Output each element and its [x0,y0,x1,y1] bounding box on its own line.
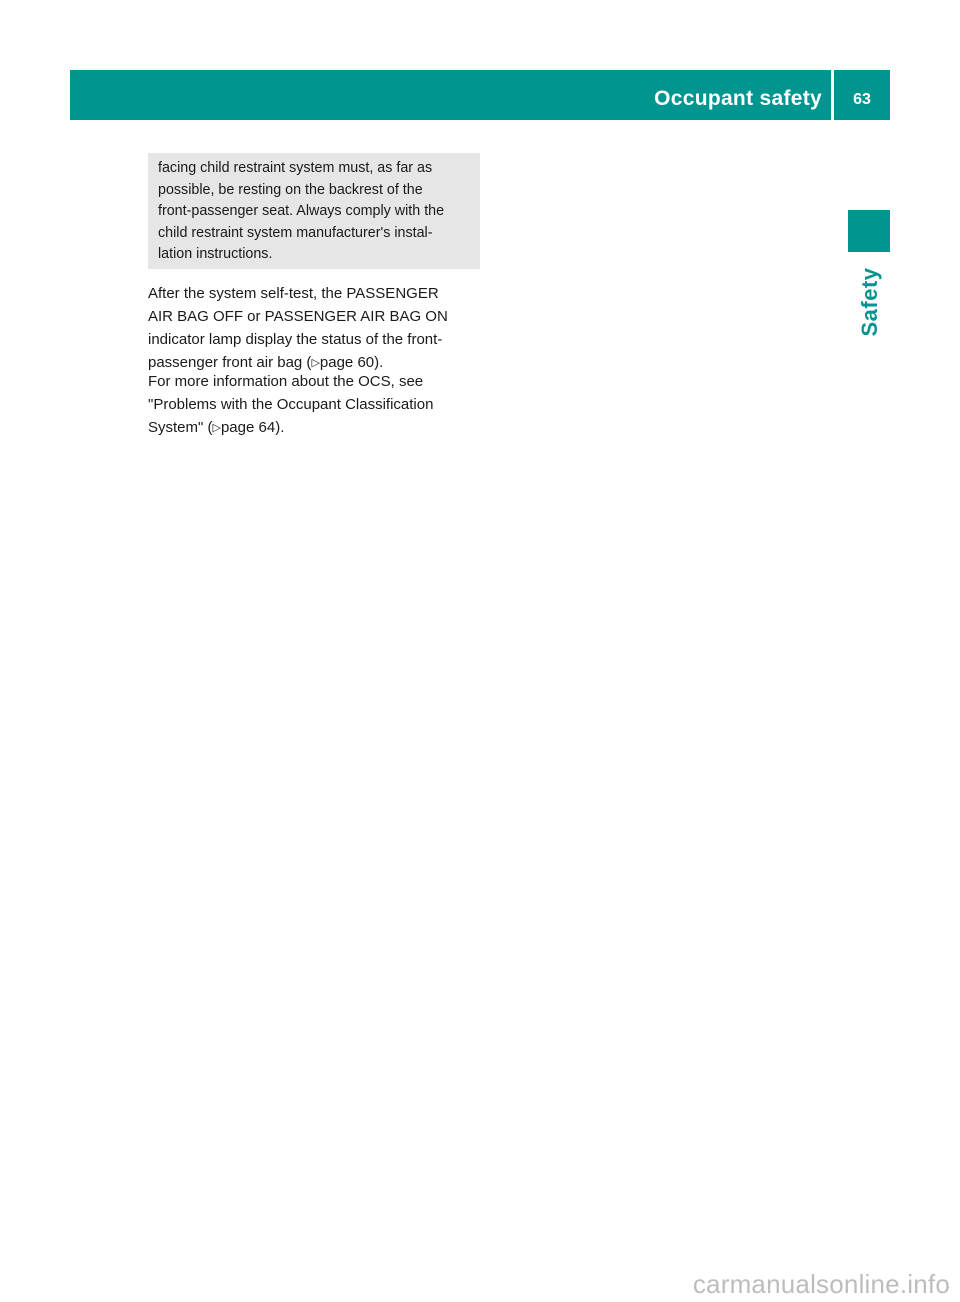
paragraph-line: AIR BAG OFF or PASSENGER AIR BAG ON [148,308,448,325]
page-number: 63 [853,91,871,108]
section-title: Occupant safety [654,87,822,110]
warning-line: front-passenger seat. Always comply with the [158,203,445,220]
paragraph-line [148,416,488,440]
warning-line: facing child restraint system must, as far as [158,160,433,176]
triangle-right-icon: ▷ [311,357,320,369]
page-reference-link[interactable]: page 60 [319,354,375,371]
warning-box [148,153,480,269]
paragraph-text: ). [374,354,384,371]
warning-line: child restraint system manufacturer's instal- [158,224,433,241]
paragraph-text: passenger front air bag ( [148,354,312,371]
triangle-right-icon: ▷ [212,422,221,434]
paragraph-line: After the system self-test, the PASSENGER [148,285,439,302]
paragraph-more-info [148,370,488,440]
warning-line: possible, be resting on the backrest of the [158,181,423,198]
side-tab [842,262,898,342]
paragraph-line: For more information about the OCS, see [148,373,424,390]
warning-line: lation instructions. [158,246,273,263]
paragraph-text: System" ( [148,419,213,436]
watermark: carmanualsonline.info [692,1269,950,1299]
paragraph-line: indicator lamp display the status of the front- [148,331,443,348]
page-reference-link[interactable]: page 64 [220,419,276,436]
paragraph-text: ). [275,419,285,436]
warning-text [158,158,478,266]
paragraph-self-test [148,282,488,375]
paragraph-line: "Problems with the Occupant Classification [148,396,434,413]
side-tab-label: Safety [857,267,882,337]
side-tab-marker [848,210,890,252]
